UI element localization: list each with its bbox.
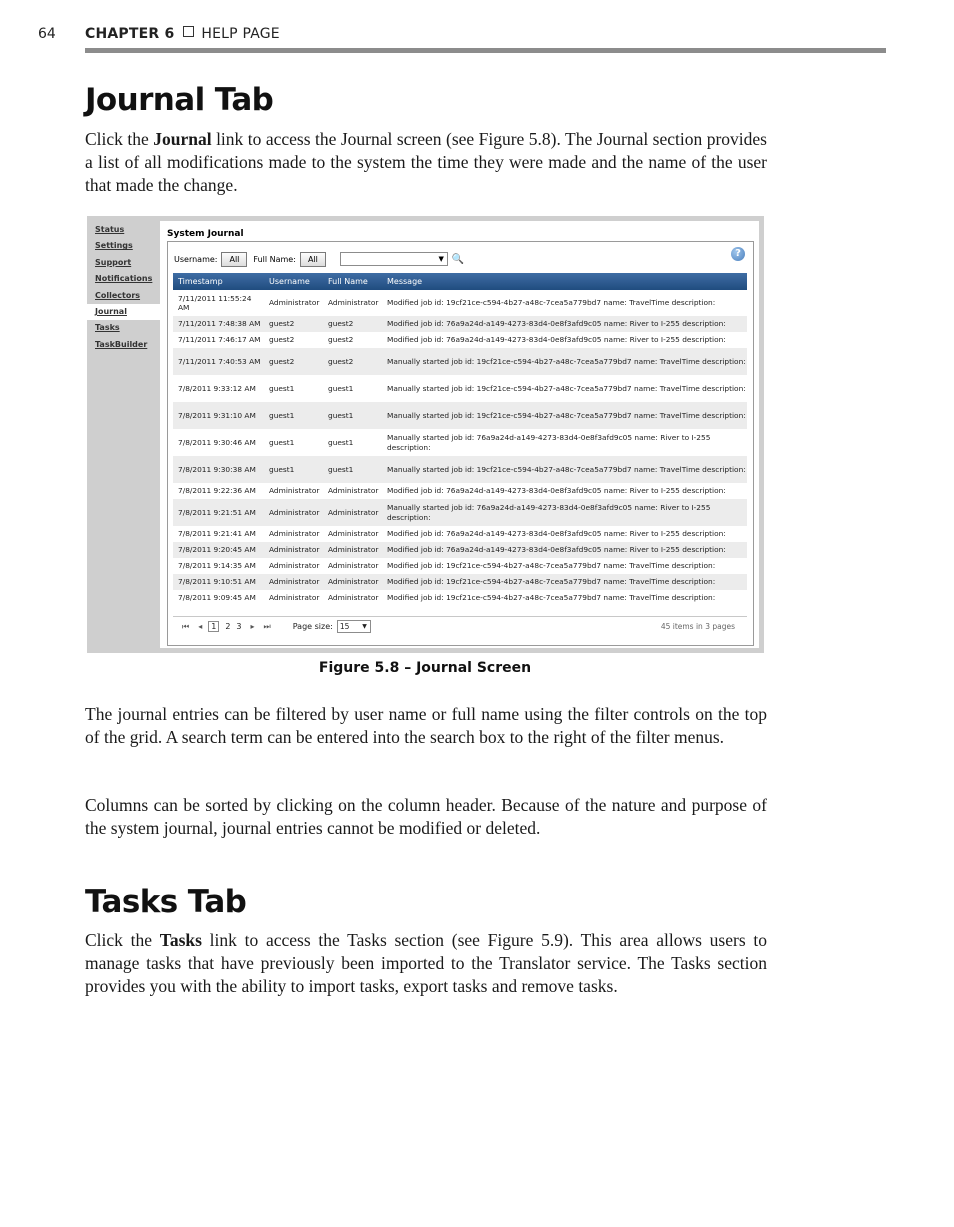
sidebar-item-notifications[interactable]: Notifications (95, 274, 153, 284)
message-cell: Modified job id: 19cf21ce-c594-4b27-a48c-7cea5a779bd7 name: TravelTime description: (387, 593, 716, 603)
username-cell: Administrator (269, 486, 320, 496)
username-cell: guest2 (269, 335, 295, 345)
table-row[interactable] (173, 402, 747, 429)
search-icon[interactable]: 🔍 (451, 253, 465, 265)
message-cell: Modified job id: 76a9a24d-a149-4273-83d4-0e8f3afd9c05 name: River to I-255 description: (387, 335, 726, 345)
table-row[interactable] (173, 590, 747, 606)
table-row[interactable] (173, 290, 747, 316)
tasks-intro-before: Click the (85, 930, 160, 950)
username-cell: guest2 (264, 316, 323, 332)
timestamp-cell: 7/8/2011 9:09:45 AM (178, 593, 256, 603)
full-name-cell: guest1 (328, 383, 354, 393)
tasks-link-term: Tasks (159, 930, 202, 950)
full-name-cell: Administrator (328, 486, 379, 496)
username-cell: Administrator (269, 298, 320, 308)
message-cell: Modified job id: 76a9a24d-a149-4273-83d4-0e8f3afd9c05 name: River to I-255 description: (387, 529, 726, 539)
username-cell: Administrator (269, 561, 320, 571)
timestamp-cell: 7/11/2011 7:46:17 AM (178, 335, 261, 345)
sort-paragraph: Columns can be sorted by clicking on the column header. Because of the nature and purpose of the system journal, journal entries cannot be modified or deleted. (85, 795, 767, 838)
timestamp-cell: 7/11/2011 7:40:53 AM (173, 348, 264, 375)
username-cell: Administrator (264, 499, 323, 526)
intro-text-after: link to access the Journal screen (see Figure 5.8). The Journal section provides a list of all modifications made to the system the time they were made and the name of the user that made the change. (85, 129, 767, 195)
username-filter-button[interactable]: All (221, 252, 247, 267)
table-row[interactable] (173, 574, 747, 590)
page-size-label: Page size: (292, 622, 333, 631)
table-row[interactable] (173, 316, 747, 332)
message-cell: Manually started job id: 19cf21ce-c594-4b27-a48c-7cea5a779bd7 name: TravelTime description: (382, 402, 747, 429)
next-page-icon[interactable]: ▸ (250, 622, 255, 631)
timestamp-cell: 7/8/2011 9:21:41 AM (178, 529, 256, 539)
sidebar-item-settings[interactable]: Settings (95, 241, 133, 251)
username-cell: guest1 (264, 402, 323, 429)
help-icon[interactable]: ? (731, 247, 745, 261)
sidebar-item-status[interactable]: Status (95, 225, 125, 234)
username-cell: Administrator (264, 574, 323, 590)
full-name-cell: guest2 (328, 335, 354, 345)
chevron-down-icon[interactable]: ▼ (438, 255, 444, 263)
message-cell: Manually started job id: 76a9a24d-a149-4273-83d4-0e8f3afd9c05 name: River to I-255 description: (382, 499, 747, 526)
full-name-cell: Administrator (328, 593, 379, 603)
sidebar-item-journal[interactable]: Journal (87, 304, 160, 320)
main-panel (160, 221, 759, 648)
full-name-cell: Administrator (328, 561, 379, 571)
timestamp-cell: 7/8/2011 9:20:45 AM (173, 542, 264, 558)
chapter-name: HELP PAGE (201, 26, 280, 42)
username-cell: guest2 (264, 348, 323, 375)
message-cell: Modified job id: 19cf21ce-c594-4b27-a48c-7cea5a779bd7 name: TravelTime description: (387, 298, 716, 308)
sidebar-item-taskbuilder[interactable]: TaskBuilder (95, 339, 148, 349)
timestamp-cell: 7/8/2011 9:30:38 AM (173, 456, 264, 483)
column-header-username[interactable]: Username (264, 273, 323, 290)
full-name-cell: Administrator (323, 542, 382, 558)
page-link-2[interactable]: 2 (225, 622, 231, 631)
full-name-cell: Administrator (323, 499, 382, 526)
table-row[interactable] (173, 526, 747, 542)
message-cell: Manually started job id: 19cf21ce-c594-4b27-a48c-7cea5a779bd7 name: TravelTime description: (387, 383, 746, 393)
search-input[interactable] (340, 252, 448, 266)
chevron-down-icon[interactable]: ▼ (362, 623, 367, 630)
message-cell: Manually started job id: 19cf21ce-c594-4b27-a48c-7cea5a779bd7 name: TravelTime description: (382, 456, 747, 483)
column-header-message[interactable]: Message (382, 273, 747, 290)
table-row[interactable] (173, 375, 747, 402)
username-cell: guest1 (269, 383, 295, 393)
prev-page-icon[interactable]: ◂ (198, 622, 203, 631)
message-cell: Modified job id: 19cf21ce-c594-4b27-a48c-7cea5a779bd7 name: TravelTime description: (387, 561, 716, 571)
timestamp-cell: 7/8/2011 9:10:51 AM (173, 574, 264, 590)
message-cell: Modified job id: 19cf21ce-c594-4b27-a48c-7cea5a779bd7 name: TravelTime description: (382, 574, 747, 590)
full-name-cell: Administrator (328, 298, 379, 308)
box-icon (183, 26, 194, 37)
message-cell: Modified job id: 76a9a24d-a149-4273-83d4-0e8f3afd9c05 name: River to I-255 description: (387, 486, 726, 496)
timestamp-cell: 7/8/2011 9:14:35 AM (178, 561, 256, 571)
pager (173, 616, 747, 636)
panel-title: System Journal (167, 229, 244, 239)
table-row[interactable] (173, 456, 747, 483)
chapter-title (85, 26, 280, 42)
full-name-cell: guest2 (323, 348, 382, 375)
page-size-value: 15 (339, 622, 350, 631)
table-row[interactable] (173, 558, 747, 574)
tasks-intro-paragraph (85, 929, 767, 998)
message-cell: Modified job id: 76a9a24d-a149-4273-83d4-0e8f3afd9c05 name: River to I-255 description: (382, 542, 747, 558)
last-page-icon[interactable]: ⏭ (263, 621, 271, 631)
timestamp-cell: 7/11/2011 7:48:38 AM (173, 316, 264, 332)
full-name-cell: guest1 (328, 437, 354, 447)
table-row[interactable] (173, 542, 747, 558)
page-size-select[interactable] (337, 620, 371, 633)
sidebar-item-collectors[interactable]: Collectors (95, 290, 141, 300)
username-cell: guest1 (269, 437, 295, 447)
journal-grid-container (167, 241, 754, 646)
fullname-filter-button[interactable]: All (300, 252, 326, 267)
username-cell: Administrator (264, 542, 323, 558)
timestamp-cell: 7/8/2011 9:30:46 AM (178, 437, 256, 447)
timestamp-cell: 7/8/2011 9:31:10 AM (173, 402, 264, 429)
intro-text-before: Click the (85, 129, 154, 149)
fullname-filter-label: Full Name: (253, 254, 296, 264)
timestamp-cell: 7/8/2011 9:21:51 AM (173, 499, 264, 526)
filter-bar (174, 251, 464, 267)
table-row[interactable] (173, 348, 747, 375)
username-cell: guest1 (264, 456, 323, 483)
full-name-cell: Administrator (328, 529, 379, 539)
page-link-3[interactable]: 3 (236, 622, 242, 631)
journal-link-term: Journal (153, 129, 212, 149)
table-row[interactable] (173, 499, 747, 526)
message-cell: Manually started job id: 76a9a24d-a149-4273-83d4-0e8f3afd9c05 name: River to I-255 description: (387, 433, 711, 452)
column-header-full-name[interactable]: Full Name (323, 273, 382, 290)
page-number: 64 (38, 26, 56, 42)
sidebar-item-support[interactable]: Support (95, 257, 132, 267)
journal-table-body (173, 290, 747, 606)
message-cell: Modified job id: 76a9a24d-a149-4273-83d4-0e8f3afd9c05 name: River to I-255 description: (382, 316, 747, 332)
chapter-label: CHAPTER 6 (85, 26, 175, 42)
sidebar-item-tasks[interactable]: Tasks (95, 323, 120, 333)
filter-paragraph: The journal entries can be filtered by user name or full name using the filter controls on the top of the grid. A search term can be entered into the search box to the right of the filter menus. (85, 704, 767, 747)
column-header-timestamp[interactable]: Timestamp (173, 273, 264, 290)
message-cell: Manually started job id: 19cf21ce-c594-4b27-a48c-7cea5a779bd7 name: TravelTime description: (382, 348, 747, 375)
full-name-cell: guest2 (323, 316, 382, 332)
username-filter-label: Username: (174, 254, 218, 264)
full-name-cell: Administrator (323, 574, 382, 590)
full-name-cell: guest1 (323, 402, 382, 429)
full-name-cell: guest1 (323, 456, 382, 483)
tasks-intro-after: link to access the Tasks section (see Figure 5.9). This area allows users to manage tasks that have previously been imported to the Translator service. The Tasks section provides you with the ability to import tasks, export tasks and remove tasks. (85, 930, 767, 996)
journal-table (173, 273, 747, 606)
table-header-row (173, 273, 747, 290)
journal-intro-paragraph (85, 128, 767, 197)
first-page-icon[interactable]: ⏮ (182, 621, 190, 631)
timestamp-cell: 7/11/2011 11:55:24 AM (178, 293, 252, 312)
table-row[interactable] (173, 429, 747, 456)
timestamp-cell: 7/8/2011 9:22:36 AM (178, 486, 256, 496)
table-row[interactable] (173, 332, 747, 348)
running-header (38, 26, 886, 46)
tasks-heading: Tasks Tab (85, 884, 247, 920)
header-rule (85, 48, 886, 53)
journal-heading: Journal Tab (85, 82, 274, 118)
figure-caption: Figure 5.8 – Journal Screen (318, 660, 532, 676)
journal-screenshot (87, 216, 764, 653)
item-count: 45 items in 3 pages (660, 622, 735, 631)
table-row[interactable] (173, 483, 747, 499)
page-link-1[interactable]: 1 (208, 621, 219, 632)
username-cell: Administrator (269, 529, 320, 539)
timestamp-cell: 7/8/2011 9:33:12 AM (178, 383, 256, 393)
username-cell: Administrator (269, 593, 320, 603)
side-nav (87, 216, 160, 353)
